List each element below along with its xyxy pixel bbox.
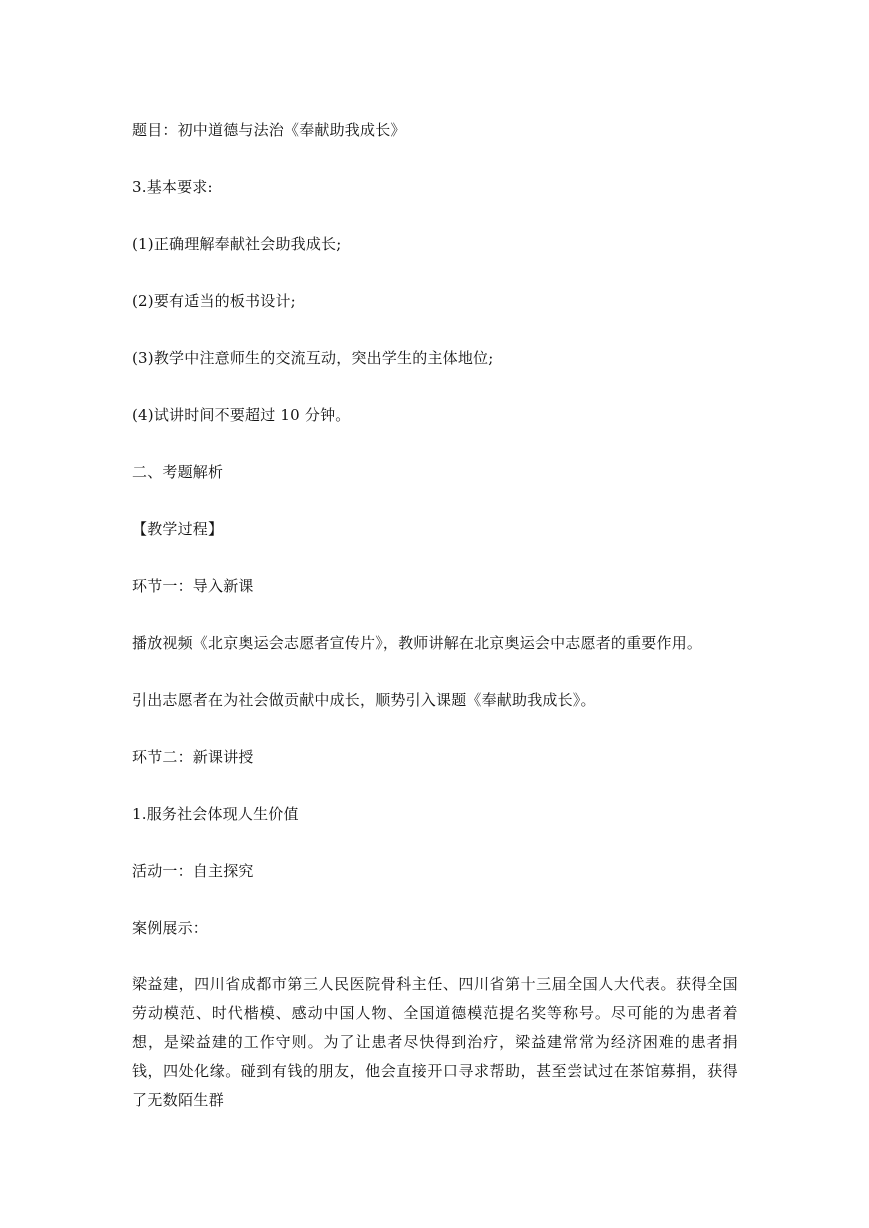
case-heading: 案例展示：	[132, 919, 209, 937]
requirement-item-4: (4)试讲时间不要超过 10 分钟。	[132, 406, 351, 424]
process-heading: 【教学过程】	[132, 520, 224, 538]
requirements-heading: 3.基本要求:	[132, 178, 213, 196]
point1-heading: 1.服务社会体现人生价值	[132, 805, 299, 823]
title-line: 题目：初中道德与法治《奉献助我成长》	[132, 121, 406, 139]
stage1-heading: 环节一：导入新课	[132, 577, 254, 595]
section-heading: 二、考题解析	[132, 463, 224, 481]
stage1-line-1: 播放视频《北京奥运会志愿者宣传片》，教师讲解在北京奥运会中志愿者的重要作用。	[132, 634, 703, 652]
stage2-heading: 环节二：新课讲授	[132, 748, 254, 766]
requirement-item-2: (2)要有适当的板书设计;	[132, 292, 296, 310]
stage1-line-2: 引出志愿者在为社会做贡献中成长，顺势引入课题《奉献助我成长》。	[132, 691, 596, 709]
requirement-item-3: (3)教学中注意师生的交流互动，突出学生的主体地位;	[132, 349, 494, 367]
requirement-item-1: (1)正确理解奉献社会助我成长;	[132, 235, 342, 253]
activity1-heading: 活动一：自主探究	[132, 862, 254, 880]
case-paragraph: 梁益建，四川省成都市第三人民医院骨科主任、四川省第十三届全国人大代表。获得全国劳动模范、时代楷模、感动中国人物、全国道德模范提名奖等称号。尽可能的为患者着想，是梁益建的工作守则。为了让患者尽快得到治疗，梁益建常常为经济困难的患者捐钱，四处化缘。碰到有钱的朋友，他会直接开口寻求帮助，甚至尝试过在茶馆募捐，获得了无数陌生群	[132, 975, 738, 1109]
